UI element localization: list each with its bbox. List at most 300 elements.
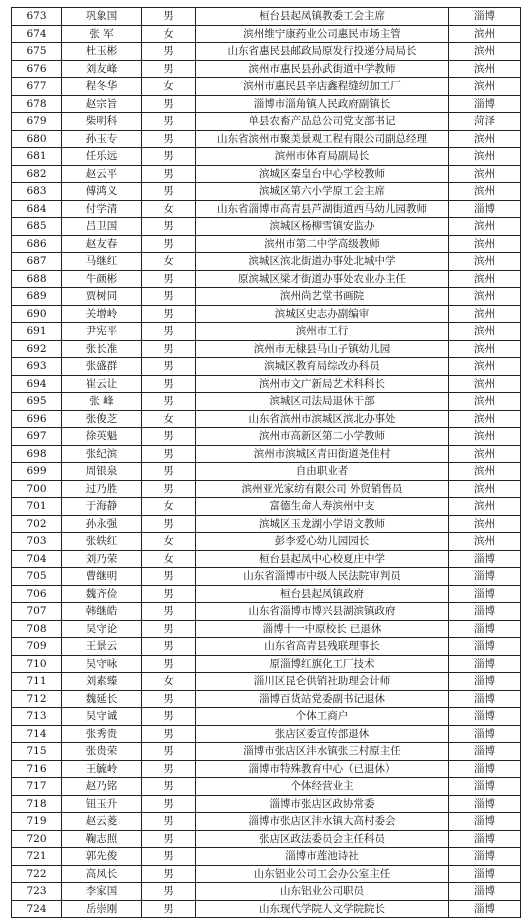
gender-cell: 女 xyxy=(142,25,196,43)
name-cell: 杜玉彬 xyxy=(62,43,142,61)
name-cell: 赵宗旨 xyxy=(62,95,142,113)
region-cell: 滨州 xyxy=(449,253,521,271)
workplace-cell: 滨州市惠民县辛店鑫程缝纫加工厂 xyxy=(196,78,449,96)
table-row xyxy=(12,323,521,341)
table-row xyxy=(12,288,521,306)
region-cell: 滨州 xyxy=(449,43,521,61)
gender-cell: 男 xyxy=(142,60,196,78)
region-cell: 淄博 xyxy=(449,708,521,726)
region-cell: 滨州 xyxy=(449,515,521,533)
region-cell: 滨州 xyxy=(449,480,521,498)
region-cell: 滨州 xyxy=(449,393,521,411)
gender-cell: 男 xyxy=(142,830,196,848)
region-cell: 滨州 xyxy=(449,183,521,201)
name-cell: 赵乃铭 xyxy=(62,778,142,796)
workplace-cell: 淄博百货站党委副书记退休 xyxy=(196,690,449,708)
name-cell: 岳崇刚 xyxy=(62,900,142,918)
gender-cell: 男 xyxy=(142,148,196,166)
region-cell: 淄博 xyxy=(449,900,521,918)
name-cell: 过乃胜 xyxy=(62,480,142,498)
workplace-cell: 个体经营业主 xyxy=(196,778,449,796)
workplace-cell: 桓台县起凤镇政府 xyxy=(196,585,449,603)
region-cell: 淄博 xyxy=(449,638,521,656)
workplace-cell: 滨州亚光家纺有限公司 外贸销售员 xyxy=(196,480,449,498)
name-cell: 尹宪平 xyxy=(62,323,142,341)
name-cell: 柴明科 xyxy=(62,113,142,131)
region-cell: 滨州 xyxy=(449,445,521,463)
table-row xyxy=(12,375,521,393)
gender-cell: 男 xyxy=(142,585,196,603)
name-cell: 张俊芝 xyxy=(62,410,142,428)
workplace-cell: 山东铝业公司工会办公室主任 xyxy=(196,865,449,883)
workplace-cell: 淄川区昆仑供销社助理会计师 xyxy=(196,673,449,691)
gender-cell: 女 xyxy=(142,498,196,516)
row-number-cell: 719 xyxy=(12,813,62,831)
row-number-cell: 709 xyxy=(12,638,62,656)
row-number-cell: 680 xyxy=(12,130,62,148)
name-cell: 徐英魁 xyxy=(62,428,142,446)
table-row xyxy=(12,445,521,463)
row-number-cell: 688 xyxy=(12,270,62,288)
workplace-cell: 单县农畜产品总公司党支部书记 xyxy=(196,113,449,131)
gender-cell: 女 xyxy=(142,78,196,96)
row-number-cell: 699 xyxy=(12,463,62,481)
gender-cell: 男 xyxy=(142,218,196,236)
table-row xyxy=(12,795,521,813)
workplace-cell: 山东省惠民县邮政局原发行投递分局局长 xyxy=(196,43,449,61)
row-number-cell: 712 xyxy=(12,690,62,708)
region-cell: 淄博 xyxy=(449,743,521,761)
table-row xyxy=(12,8,521,26)
gender-cell: 女 xyxy=(142,673,196,691)
workplace-cell: 张店区政法委员会主任科员 xyxy=(196,830,449,848)
workplace-cell: 滨州维宁康药业公司惠民市场主管 xyxy=(196,25,449,43)
gender-cell: 男 xyxy=(142,900,196,918)
workplace-cell: 山东省淄博市博兴县湖滨镇政府 xyxy=(196,603,449,621)
region-cell: 淄博 xyxy=(449,603,521,621)
gender-cell: 男 xyxy=(142,323,196,341)
region-cell: 淄博 xyxy=(449,95,521,113)
workplace-cell: 淄博市特殊教育中心（已退休） xyxy=(196,760,449,778)
gender-cell: 女 xyxy=(142,533,196,551)
region-cell: 滨州 xyxy=(449,288,521,306)
workplace-cell: 山东省滨州市聚美景观工程有限公司副总经理 xyxy=(196,130,449,148)
table-row xyxy=(12,900,521,918)
region-cell: 淄博 xyxy=(449,8,521,26)
name-cell: 于海静 xyxy=(62,498,142,516)
gender-cell: 男 xyxy=(142,375,196,393)
name-cell: 张纪滨 xyxy=(62,445,142,463)
table-row xyxy=(12,305,521,323)
name-cell: 马继红 xyxy=(62,253,142,271)
workplace-cell: 张店区委宣传部退休 xyxy=(196,725,449,743)
gender-cell: 男 xyxy=(142,393,196,411)
workplace-cell: 滨州市惠民县孙武街道中学教师 xyxy=(196,60,449,78)
name-cell: 关增岭 xyxy=(62,305,142,323)
name-cell: 刘友峰 xyxy=(62,60,142,78)
name-cell: 刘乃荣 xyxy=(62,550,142,568)
gender-cell: 男 xyxy=(142,603,196,621)
workplace-cell: 淄博市张店区沣水镇张三村原主任 xyxy=(196,743,449,761)
row-number-cell: 693 xyxy=(12,358,62,376)
region-cell: 滨州 xyxy=(449,428,521,446)
row-number-cell: 683 xyxy=(12,183,62,201)
name-cell: 鞠志照 xyxy=(62,830,142,848)
row-number-cell: 673 xyxy=(12,8,62,26)
table-row xyxy=(12,358,521,376)
workplace-cell: 淄博十一中原校长 已退休 xyxy=(196,620,449,638)
row-number-cell: 701 xyxy=(12,498,62,516)
roster-table-body xyxy=(12,8,521,918)
row-number-cell: 714 xyxy=(12,725,62,743)
row-number-cell: 692 xyxy=(12,340,62,358)
row-number-cell: 679 xyxy=(12,113,62,131)
row-number-cell: 676 xyxy=(12,60,62,78)
workplace-cell: 滨州尚艺堂书画院 xyxy=(196,288,449,306)
gender-cell: 男 xyxy=(142,305,196,323)
workplace-cell: 桓台县起凤镇教委工会主席 xyxy=(196,8,449,26)
gender-cell: 男 xyxy=(142,428,196,446)
table-row xyxy=(12,743,521,761)
gender-cell: 男 xyxy=(142,8,196,26)
region-cell: 淄博 xyxy=(449,690,521,708)
region-cell: 滨州 xyxy=(449,148,521,166)
table-row xyxy=(12,498,521,516)
gender-cell: 男 xyxy=(142,813,196,831)
row-number-cell: 721 xyxy=(12,848,62,866)
name-cell: 吴守诚 xyxy=(62,708,142,726)
name-cell: 魏齐俭 xyxy=(62,585,142,603)
row-number-cell: 702 xyxy=(12,515,62,533)
table-row xyxy=(12,830,521,848)
gender-cell: 男 xyxy=(142,113,196,131)
table-row xyxy=(12,848,521,866)
gender-cell: 男 xyxy=(142,515,196,533)
row-number-cell: 723 xyxy=(12,883,62,901)
row-number-cell: 717 xyxy=(12,778,62,796)
gender-cell: 男 xyxy=(142,638,196,656)
workplace-cell: 滨州市高新区第二小学教师 xyxy=(196,428,449,446)
table-row xyxy=(12,760,521,778)
workplace-cell: 滨城区第六小学原工会主席 xyxy=(196,183,449,201)
workplace-cell: 滨州市第二中学高级教师 xyxy=(196,235,449,253)
row-number-cell: 703 xyxy=(12,533,62,551)
table-row xyxy=(12,638,521,656)
name-cell: 孙玉专 xyxy=(62,130,142,148)
region-cell: 淄博 xyxy=(449,883,521,901)
name-cell: 付学清 xyxy=(62,200,142,218)
table-row xyxy=(12,620,521,638)
gender-cell: 男 xyxy=(142,130,196,148)
region-cell: 滨州 xyxy=(449,78,521,96)
table-row xyxy=(12,165,521,183)
table-row xyxy=(12,428,521,446)
region-cell: 淄博 xyxy=(449,848,521,866)
region-cell: 滨州 xyxy=(449,270,521,288)
row-number-cell: 708 xyxy=(12,620,62,638)
gender-cell: 男 xyxy=(142,883,196,901)
name-cell: 任乐远 xyxy=(62,148,142,166)
name-cell: 张 军 xyxy=(62,25,142,43)
table-row xyxy=(12,550,521,568)
row-number-cell: 696 xyxy=(12,410,62,428)
row-number-cell: 718 xyxy=(12,795,62,813)
row-number-cell: 705 xyxy=(12,568,62,586)
row-number-cell: 695 xyxy=(12,393,62,411)
gender-cell: 女 xyxy=(142,550,196,568)
region-cell: 淄博 xyxy=(449,200,521,218)
name-cell: 孙永强 xyxy=(62,515,142,533)
name-cell: 张长准 xyxy=(62,340,142,358)
region-cell: 淄博 xyxy=(449,865,521,883)
gender-cell: 男 xyxy=(142,568,196,586)
gender-cell: 男 xyxy=(142,778,196,796)
workplace-cell: 个体工商户 xyxy=(196,708,449,726)
table-row xyxy=(12,25,521,43)
region-cell: 淄博 xyxy=(449,725,521,743)
name-cell: 牛颜彬 xyxy=(62,270,142,288)
gender-cell: 男 xyxy=(142,848,196,866)
row-number-cell: 674 xyxy=(12,25,62,43)
workplace-cell: 山东省淄博市中级人民法院审判员 xyxy=(196,568,449,586)
name-cell: 魏延长 xyxy=(62,690,142,708)
gender-cell: 男 xyxy=(142,235,196,253)
table-row xyxy=(12,148,521,166)
name-cell: 周银泉 xyxy=(62,463,142,481)
name-cell: 王毓岭 xyxy=(62,760,142,778)
region-cell: 淄博 xyxy=(449,550,521,568)
row-number-cell: 681 xyxy=(12,148,62,166)
row-number-cell: 687 xyxy=(12,253,62,271)
table-row xyxy=(12,585,521,603)
workplace-cell: 山东铝业公司职员 xyxy=(196,883,449,901)
gender-cell: 男 xyxy=(142,43,196,61)
region-cell: 淄博 xyxy=(449,585,521,603)
table-row xyxy=(12,340,521,358)
region-cell: 滨州 xyxy=(449,25,521,43)
table-row xyxy=(12,218,521,236)
workplace-cell: 淄博市张店区政协常委 xyxy=(196,795,449,813)
workplace-cell: 原滨城区梁才街道办事处农业办主任 xyxy=(196,270,449,288)
name-cell: 刘素臻 xyxy=(62,673,142,691)
workplace-cell: 山东省滨州市滨城区滨北办事处 xyxy=(196,410,449,428)
table-row xyxy=(12,883,521,901)
row-number-cell: 700 xyxy=(12,480,62,498)
row-number-cell: 685 xyxy=(12,218,62,236)
row-number-cell: 675 xyxy=(12,43,62,61)
row-number-cell: 704 xyxy=(12,550,62,568)
region-cell: 淄博 xyxy=(449,655,521,673)
name-cell: 张贵荣 xyxy=(62,743,142,761)
name-cell: 吕卫国 xyxy=(62,218,142,236)
name-cell: 张盛群 xyxy=(62,358,142,376)
row-number-cell: 682 xyxy=(12,165,62,183)
workplace-cell: 滨州市工行 xyxy=(196,323,449,341)
workplace-cell: 滨州市文广新局艺术科科长 xyxy=(196,375,449,393)
region-cell: 菏泽 xyxy=(449,113,521,131)
table-row xyxy=(12,690,521,708)
workplace-cell: 富德生命人寿滨州中支 xyxy=(196,498,449,516)
table-row xyxy=(12,253,521,271)
name-cell: 贾树同 xyxy=(62,288,142,306)
region-cell: 淄博 xyxy=(449,778,521,796)
table-row xyxy=(12,515,521,533)
gender-cell: 男 xyxy=(142,655,196,673)
gender-cell: 男 xyxy=(142,358,196,376)
name-cell: 崔云让 xyxy=(62,375,142,393)
workplace-cell: 彭李爱心幼儿园园长 xyxy=(196,533,449,551)
region-cell: 滨州 xyxy=(449,323,521,341)
name-cell: 巩象国 xyxy=(62,8,142,26)
region-cell: 滨州 xyxy=(449,60,521,78)
name-cell: 郭先俊 xyxy=(62,848,142,866)
row-number-cell: 689 xyxy=(12,288,62,306)
table-row xyxy=(12,95,521,113)
region-cell: 淄博 xyxy=(449,795,521,813)
workplace-cell: 滨城区司法局退休干部 xyxy=(196,393,449,411)
row-number-cell: 686 xyxy=(12,235,62,253)
table-row xyxy=(12,813,521,831)
row-number-cell: 691 xyxy=(12,323,62,341)
region-cell: 滨州 xyxy=(449,305,521,323)
region-cell: 滨州 xyxy=(449,463,521,481)
table-row xyxy=(12,673,521,691)
table-row xyxy=(12,568,521,586)
row-number-cell: 684 xyxy=(12,200,62,218)
gender-cell: 男 xyxy=(142,288,196,306)
table-row xyxy=(12,533,521,551)
gender-cell: 男 xyxy=(142,445,196,463)
gender-cell: 男 xyxy=(142,865,196,883)
table-row xyxy=(12,655,521,673)
row-number-cell: 690 xyxy=(12,305,62,323)
name-cell: 王景云 xyxy=(62,638,142,656)
region-cell: 滨州 xyxy=(449,130,521,148)
row-number-cell: 716 xyxy=(12,760,62,778)
table-row xyxy=(12,113,521,131)
row-number-cell: 677 xyxy=(12,78,62,96)
table-row xyxy=(12,43,521,61)
region-cell: 滨州 xyxy=(449,410,521,428)
gender-cell: 男 xyxy=(142,480,196,498)
gender-cell: 男 xyxy=(142,725,196,743)
name-cell: 曹继明 xyxy=(62,568,142,586)
region-cell: 滨州 xyxy=(449,165,521,183)
workplace-cell: 山东省高青县残联理事长 xyxy=(196,638,449,656)
name-cell: 程冬华 xyxy=(62,78,142,96)
gender-cell: 男 xyxy=(142,620,196,638)
row-number-cell: 678 xyxy=(12,95,62,113)
row-number-cell: 707 xyxy=(12,603,62,621)
region-cell: 滨州 xyxy=(449,218,521,236)
table-row xyxy=(12,480,521,498)
gender-cell: 男 xyxy=(142,795,196,813)
gender-cell: 男 xyxy=(142,690,196,708)
region-cell: 滨州 xyxy=(449,235,521,253)
workplace-cell: 山东省淄博市高青县芦湖街道西马幼儿园教师 xyxy=(196,200,449,218)
row-number-cell: 697 xyxy=(12,428,62,446)
region-cell: 滨州 xyxy=(449,533,521,551)
table-row xyxy=(12,410,521,428)
name-cell: 张轶红 xyxy=(62,533,142,551)
row-number-cell: 713 xyxy=(12,708,62,726)
region-cell: 滨州 xyxy=(449,340,521,358)
table-row xyxy=(12,778,521,796)
region-cell: 滨州 xyxy=(449,358,521,376)
name-cell: 吴守咏 xyxy=(62,655,142,673)
table-row xyxy=(12,78,521,96)
region-cell: 淄博 xyxy=(449,813,521,831)
name-cell: 赵云菱 xyxy=(62,813,142,831)
table-row xyxy=(12,463,521,481)
roster-table xyxy=(11,7,521,918)
row-number-cell: 715 xyxy=(12,743,62,761)
gender-cell: 男 xyxy=(142,743,196,761)
gender-cell: 男 xyxy=(142,183,196,201)
workplace-cell: 原淄博红旗化工厂技术 xyxy=(196,655,449,673)
gender-cell: 男 xyxy=(142,340,196,358)
region-cell: 滨州 xyxy=(449,375,521,393)
gender-cell: 女 xyxy=(142,410,196,428)
workplace-cell: 滨城区教育局综改办科员 xyxy=(196,358,449,376)
gender-cell: 男 xyxy=(142,708,196,726)
region-cell: 淄博 xyxy=(449,673,521,691)
table-row xyxy=(12,183,521,201)
name-cell: 钮玉升 xyxy=(62,795,142,813)
region-cell: 淄博 xyxy=(449,568,521,586)
name-cell: 张 峰 xyxy=(62,393,142,411)
name-cell: 韩继皓 xyxy=(62,603,142,621)
gender-cell: 男 xyxy=(142,165,196,183)
gender-cell: 男 xyxy=(142,760,196,778)
name-cell: 张秀贵 xyxy=(62,725,142,743)
workplace-cell: 淄博市莲池诗社 xyxy=(196,848,449,866)
row-number-cell: 711 xyxy=(12,673,62,691)
row-number-cell: 706 xyxy=(12,585,62,603)
table-row xyxy=(12,130,521,148)
gender-cell: 女 xyxy=(142,200,196,218)
region-cell: 淄博 xyxy=(449,830,521,848)
workplace-cell: 滨州市体育局副局长 xyxy=(196,148,449,166)
row-number-cell: 720 xyxy=(12,830,62,848)
table-row xyxy=(12,235,521,253)
region-cell: 滨州 xyxy=(449,498,521,516)
table-row xyxy=(12,725,521,743)
table-row xyxy=(12,865,521,883)
name-cell: 赵云平 xyxy=(62,165,142,183)
workplace-cell: 滨城区秦皇台中心学校教师 xyxy=(196,165,449,183)
name-cell: 傅鸿义 xyxy=(62,183,142,201)
row-number-cell: 722 xyxy=(12,865,62,883)
table-row xyxy=(12,393,521,411)
workplace-cell: 山东现代学院人文学院院长 xyxy=(196,900,449,918)
row-number-cell: 710 xyxy=(12,655,62,673)
workplace-cell: 滨州市无棣县马山子镇幼儿园 xyxy=(196,340,449,358)
table-row xyxy=(12,200,521,218)
workplace-cell: 淄博市张店区沣水镇大高村委会 xyxy=(196,813,449,831)
workplace-cell: 自由职业者 xyxy=(196,463,449,481)
workplace-cell: 滨城区杨柳雪镇安监办 xyxy=(196,218,449,236)
table-row xyxy=(12,60,521,78)
name-cell: 高凤长 xyxy=(62,865,142,883)
region-cell: 淄博 xyxy=(449,760,521,778)
gender-cell: 男 xyxy=(142,270,196,288)
workplace-cell: 桓台县起凤中心校夏庄中学 xyxy=(196,550,449,568)
workplace-cell: 淄博市淄角镇人民政府副镇长 xyxy=(196,95,449,113)
table-row xyxy=(12,603,521,621)
name-cell: 李家国 xyxy=(62,883,142,901)
gender-cell: 男 xyxy=(142,95,196,113)
